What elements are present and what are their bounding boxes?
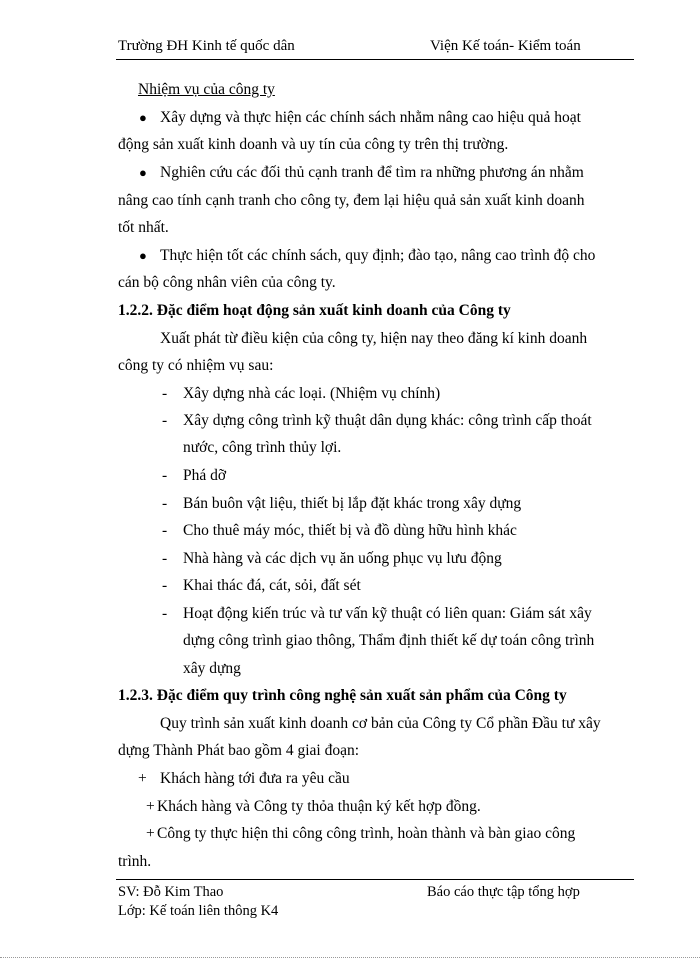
dash-icon: -: [162, 495, 168, 512]
para-122-line-1: Xuất phát từ điều kiện của công ty, hiện nay theo đăng kí kinh doanh: [160, 330, 588, 347]
bullet-2-line-1: Nghiên cứu các đối thủ cạnh tranh để tìm ra những phương án nhằm: [160, 164, 584, 181]
heading-1-2-2: 1.2.2. Đặc điểm hoạt động sản xuất kinh doanh của Công ty: [118, 302, 511, 319]
para-122-line-2: công ty có nhiệm vụ sau:: [118, 357, 274, 374]
dash-item-4: Bán buôn vật liệu, thiết bị lắp đặt khác trong xây dựng: [183, 495, 522, 512]
bullet-icon: ●: [139, 248, 147, 263]
page-break-line: [0, 957, 700, 958]
dash-icon: -: [162, 577, 168, 594]
bullet-2-line-2: nâng cao tính cạnh tranh cho công ty, đem lại hiệu quả sản xuất kinh doanh: [118, 192, 585, 209]
dash-icon: -: [162, 605, 168, 622]
dash-item-1: Xây dựng nhà các loại. (Nhiệm vụ chính): [183, 385, 441, 402]
footer-student: SV: Đỗ Kim Thao: [118, 884, 224, 900]
plus-icon: +: [146, 825, 155, 842]
para-123-line-1: Quy trình sản xuất kinh doanh cơ bản của Công ty Cổ phần Đầu tư xây: [160, 715, 601, 732]
bullet-1-line-2: động sản xuất kinh doanh và uy tín của công ty trên thị trường.: [118, 136, 509, 153]
plus-item-3-line-1: Công ty thực hiện thi công công trình, hoàn thành và bàn giao công: [157, 825, 576, 842]
dash-icon: -: [162, 467, 168, 484]
dash-item-6: Nhà hàng và các dịch vụ ăn uống phục vụ lưu động: [183, 550, 502, 567]
dash-icon: -: [162, 522, 168, 539]
dash-item-5: Cho thuê máy móc, thiết bị và đồ dùng hữu hình khác: [183, 522, 517, 539]
bullet-1-line-1: [160, 108, 634, 128]
dash-item-8-line-1: Hoạt động kiến trúc và tư vấn kỹ thuật có liên quan: Giám sát xây: [183, 605, 592, 622]
bullet-icon: ●: [139, 165, 147, 180]
plus-item-2: Khách hàng và Công ty thỏa thuận ký kết hợp đồng.: [157, 798, 481, 815]
dash-item-2-line-2: nước, công trình thủy lợi.: [183, 439, 342, 456]
header-institute: Viện Kế toán- Kiểm toán: [430, 38, 581, 54]
header-school: Trường ĐH Kinh tế quốc dân: [118, 38, 295, 54]
bullet-1-text: Xây dựng và thực hiện các chính sách nhằm nâng cao hiệu quả hoạt: [160, 109, 581, 126]
plus-item-3-line-2: trình.: [118, 853, 152, 870]
dash-icon: -: [162, 550, 168, 567]
dash-item-7: Khai thác đá, cát, sỏi, đất sét: [183, 577, 361, 594]
dash-item-3: Phá dỡ: [183, 467, 227, 484]
bullet-3-line-1: Thực hiện tốt các chính sách, quy định; đào tạo, nâng cao trình độ cho: [160, 247, 596, 264]
dash-item-8-line-3: xây dựng: [183, 660, 241, 677]
footer-rule: [116, 879, 634, 880]
heading-1-2-3: 1.2.3. Đặc điểm quy trình công nghệ sản xuất sản phẩm của Công ty: [118, 687, 567, 704]
footer-report: Báo cáo thực tập tổng hợp: [427, 884, 580, 900]
dash-item-2-line-1: Xây dựng công trình kỹ thuật dân dụng khác: công trình cấp thoát: [183, 412, 592, 429]
dash-item-8-line-2: dựng công trình giao thông, Thẩm định thiết kế dự toán công trình: [183, 632, 595, 649]
bullet-2-line-3: tốt nhất.: [118, 219, 169, 236]
bullet-3-line-2: cán bộ công nhân viên của công ty.: [118, 274, 336, 291]
bullet-icon: ●: [139, 110, 147, 125]
plus-icon: +: [138, 770, 147, 787]
para-123-line-2: dựng Thành Phát bao gồm 4 giai đoạn:: [118, 742, 360, 759]
plus-item-1: Khách hàng tới đưa ra yêu cầu: [160, 770, 350, 787]
dash-icon: -: [162, 412, 168, 429]
footer-class: Lớp: Kế toán liên thông K4: [118, 903, 279, 919]
header-rule: [116, 59, 634, 60]
section-title: Nhiệm vụ của công ty: [138, 81, 275, 98]
dash-icon: -: [162, 385, 168, 402]
plus-icon: +: [146, 798, 155, 815]
